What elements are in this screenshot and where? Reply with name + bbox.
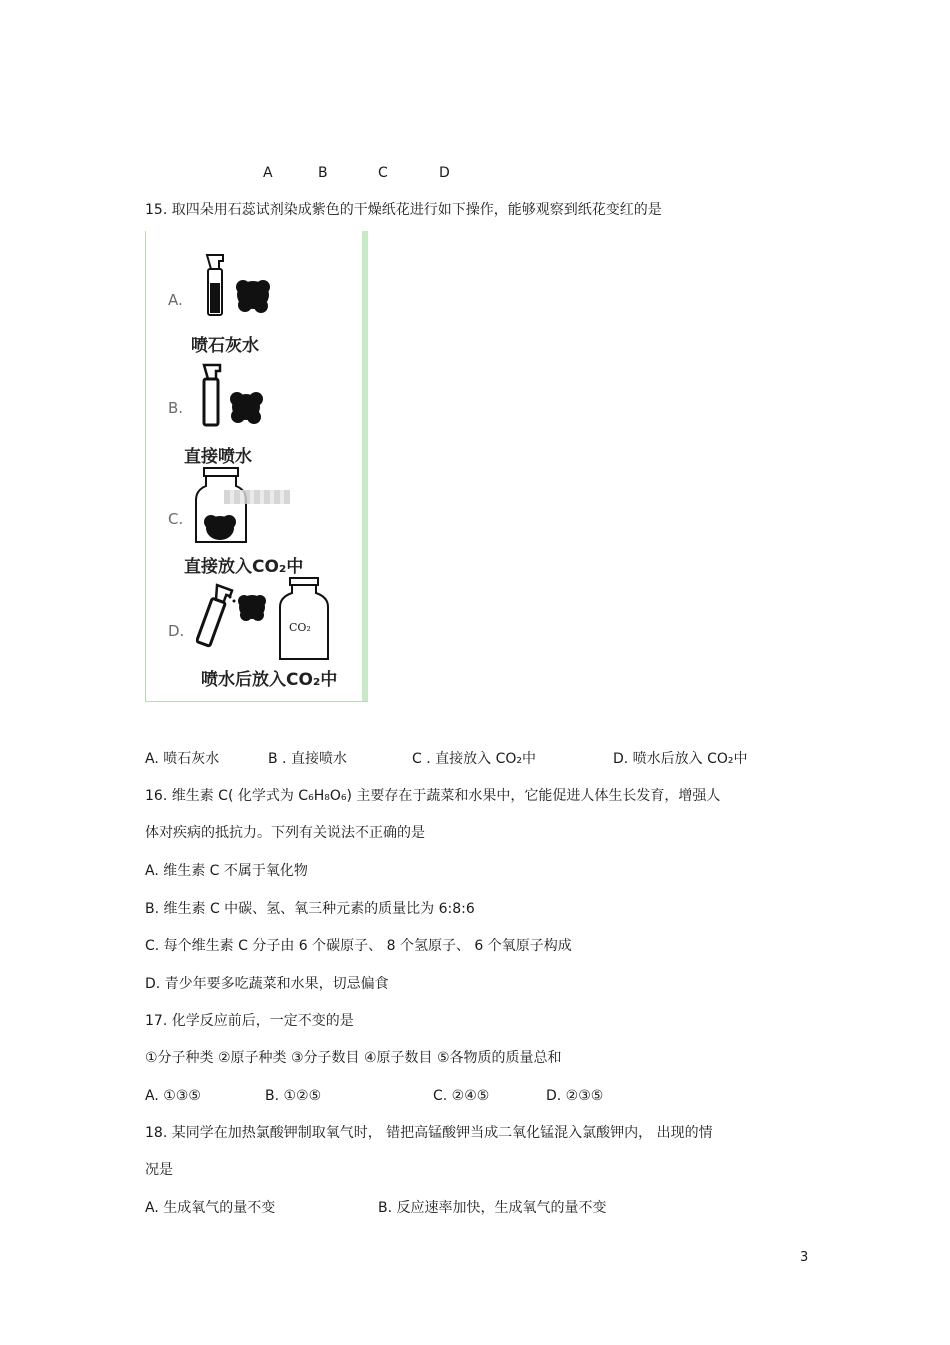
figure-caption-c: 直接放入CO₂中 [184,557,304,577]
figure-caption-b: 直接喷水 [184,447,252,467]
q16-stem-line2: 体对疾病的抵抗力。下列有关说法不正确的是 [145,825,425,841]
q18-stem-line2: 况是 [145,1162,173,1178]
q16-stem-line1: 16. 维生素 C( 化学式为 C₆H₈O₆) 主要存在于蔬菜和水果中，它能促进人体生长发育，增强人 [145,788,721,804]
jar-icon [194,466,254,548]
q17-option-b: B. ①②⑤ [265,1088,322,1104]
q17-option-a: A. ①③⑤ [145,1088,201,1104]
spray-bottle-icon [201,251,281,321]
figure-caption-d: 喷水后放入CO₂中 [201,670,338,690]
figure-border-bar [362,231,368,701]
q16-option-a: A. 维生素 C 不属于氧化物 [145,863,308,879]
figure-letter-b: B. [168,399,184,417]
q14-option-a: A [263,165,273,181]
q15-option-d: D. 喷水后放入 CO₂中 [613,751,748,767]
q15-option-b: B . 直接喷水 [268,751,347,767]
page-number: 3 [800,1250,809,1265]
q18-option-b: B. 反应速率加快，生成氧气的量不变 [378,1200,607,1216]
blurred-label [224,490,290,504]
figure-letter-a: A. [168,291,183,309]
q14-option-b: B [318,165,328,181]
q14-option-c: C [378,165,388,181]
figure-caption-a: 喷石灰水 [191,336,259,356]
q16-option-b: B. 维生素 C 中碳、氢、氧三种元素的质量比为 6:8:6 [145,901,475,917]
q15-option-a: A. 喷石灰水 [145,751,220,767]
spray-bottle-icon [196,361,276,431]
q15-figure [145,231,368,702]
q16-option-d: D. 青少年要多吃蔬菜和水果，切忌偏食 [145,976,389,992]
co2-jar-label: CO₂ [289,621,311,634]
q18-option-a: A. 生成氧气的量不变 [145,1200,276,1216]
q18-stem-line1: 18. 某同学在加热氯酸钾制取氧气时， 错把高锰酸钾当成二氧化锰混入氯酸钾内， 出现的情 [145,1125,713,1141]
q17-option-c: C. ②④⑤ [433,1088,490,1104]
q15-option-c: C . 直接放入 CO₂中 [412,751,536,767]
q17-items: ①分子种类 ②原子种类 ③分子数目 ④原子数目 ⑤各物质的质量总和 [145,1050,562,1066]
figure-letter-d: D. [168,622,185,640]
q14-option-d: D [439,165,450,181]
co2-jar-icon [278,576,330,664]
figure-letter-c: C. [168,510,184,528]
q17-option-d: D. ②③⑤ [546,1088,604,1104]
q16-option-c: C. 每个维生素 C 分子由 6 个碳原子、 8 个氢原子、 6 个氧原子构成 [145,938,572,954]
q15-stem: 15. 取四朵用石蕊试剂染成紫色的干燥纸花进行如下操作，能够观察到纸花变红的是 [145,202,662,218]
q17-stem: 17. 化学反应前后，一定不变的是 [145,1013,354,1029]
spray-bottle-icon [196,583,276,663]
